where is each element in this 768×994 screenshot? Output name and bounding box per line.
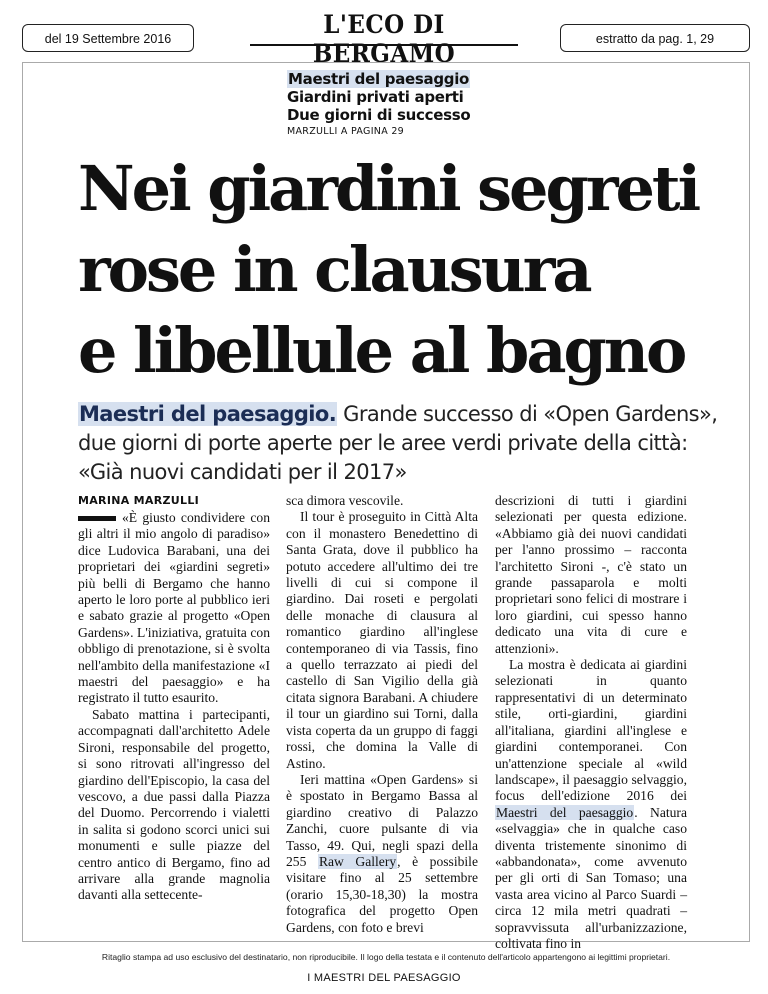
highlighted-term: Maestri del paesaggio: [496, 804, 634, 820]
highlighted-term: Raw Gallery: [318, 853, 397, 869]
paragraph: Il tour è proseguito in Città Alta con il monastero Benedettino di Santa Grata, dove il pubblico ha potuto accedere all'ultimo dei tre livelli di cui si compone il giardino. Dai roseti e pergolati delle monache di clausura al romantico giardino all'inglese contemporaneo di via Tassis, fino a quello terrazzato ai piedi del castello di San Vigilio della già citata signora Barabani. A chiudere il tour un giardino sui Torni, dalla vista coperta da un gruppo di faggi rossi, che domina la Valle di Astino.: [286, 509, 478, 771]
paragraph-text: La mostra è dedicata ai giardini selezionati in quanto rappresentativi di un determinato stile, orti-giardini, giardini all'italiana, giardini all'inglese e giardini contemporanei. Con un'attenzione speciale al «wild landscape», il paesaggio selvaggio, focus dell'edizione 2016 dei: [495, 657, 687, 804]
date-box: [22, 24, 194, 52]
subheadline: [78, 400, 718, 487]
byline-dash: [78, 516, 116, 521]
page-reference-box: [560, 24, 750, 52]
headline-line-2: rose in clausura: [78, 233, 590, 306]
copyright-note: Ritaglio stampa ad uso esclusivo del destinatario, non riproducibile. Il logo della testata e il contenuto dell'articolo appartengono ai legittimi proprietari.: [101, 952, 671, 962]
page-reference: estratto da pag. 1, 29: [595, 32, 715, 46]
kicker-line-2: Due giorni di successo: [287, 106, 471, 124]
subhead-lead: Maestri del paesaggio.: [79, 402, 337, 426]
kicker-line-1: Giardini privati aperti: [287, 88, 464, 106]
subhead-text: Grande successo di «Open Gardens», due giorni di porte aperte per le aree verdi private della città: «Già nuovi candidati per il 2017»: [78, 402, 718, 484]
article-column-1: [78, 493, 270, 904]
kicker-page-ref: MARZULLI A PAGINA 29: [287, 126, 405, 137]
paragraph-text: . Natura «selvaggia» che in qualche caso diventa tristemente sinonimo di «abbandonata», come avvenuto per gli orti di San Tomaso; una vasta area vicino al Parco Suardi – circa 12 mila metri quadrati – sopravvissuta all'urbanizzazione, coltivata fino in: [495, 804, 687, 951]
paragraph: sca dimora vescovile.: [286, 493, 404, 508]
front-page-kicker: [287, 70, 587, 138]
headline-line-3: e libellule al bagno: [78, 314, 685, 387]
masthead-logo: L'ECO DI BERGAMO: [312, 10, 456, 68]
section-label: I MAESTRI DEL PAESAGGIO: [307, 972, 461, 984]
headline: [78, 148, 718, 391]
paragraph: [286, 772, 478, 936]
paragraph-text: «È giusto condividere con gli altri il mio angolo di paradiso» dice Ludovica Barabani, una dei proprietari dei «giardini segreti» più belli di Bergamo che hanno aperto le loro porte al pubblico ieri e sabato grazie al progetto «Open Gardens». L'iniziativa, gratuita con obbligo di prenotazione, si è svolta nell'ambito della manifestazione «I maestri del paesaggio» e ha registrato il tutto esaurito.: [78, 510, 270, 706]
paragraph: Sabato mattina i partecipanti, accompagnati dall'architetto Adele Sironi, responsabile del progetto, si sono ritrovati all'ingresso del giardino dell'Episcopio, la casa del vescovo, a due passi dalla Piazza del Duomo. Percorrendo i vialetti in salita si godono scorci unici sui monumenti e sulle piazze del centro antico di Bergamo, fino ad arrivare alla grande magnolia davanti alla settecente-: [78, 706, 270, 903]
paragraph-text: Ieri mattina «Open Gardens» si è spostato in Bergamo Bassa al giardino creativo di Palazzo Zanchi, cuore pulsante di via Tasso, 49. Qui, negli spazi della 255: [286, 771, 478, 869]
masthead-rule: [250, 44, 518, 46]
paragraph: [495, 657, 687, 952]
paragraph: descrizioni di tutti i giardini selezionati per questa edizione. «Abbiamo già dei nuovi candidati per l'anno prossimo – racconta l'architetto Sironi -, c'è stato un grande passaparola e molti proprietari sono felici di mostrare i loro giardini, cui spesso hanno dedicato una vita di cure e attenzioni».: [495, 493, 687, 656]
paragraph: [78, 510, 270, 707]
article-column-2: [286, 493, 478, 936]
headline-line-1: Nei giardini segreti: [78, 152, 699, 225]
publication-date: del 19 Settembre 2016: [44, 32, 172, 46]
kicker-section: Maestri del paesaggio: [288, 70, 470, 88]
author-byline: MARINA MARZULLI: [78, 494, 200, 507]
paragraph-text: , è possibile visitare fino al 25 settembre (orario 15,30-18,30) la mostra fotografica del progetto Open Gardens, con foto e brevi: [286, 853, 478, 935]
article-column-3: [495, 493, 687, 952]
